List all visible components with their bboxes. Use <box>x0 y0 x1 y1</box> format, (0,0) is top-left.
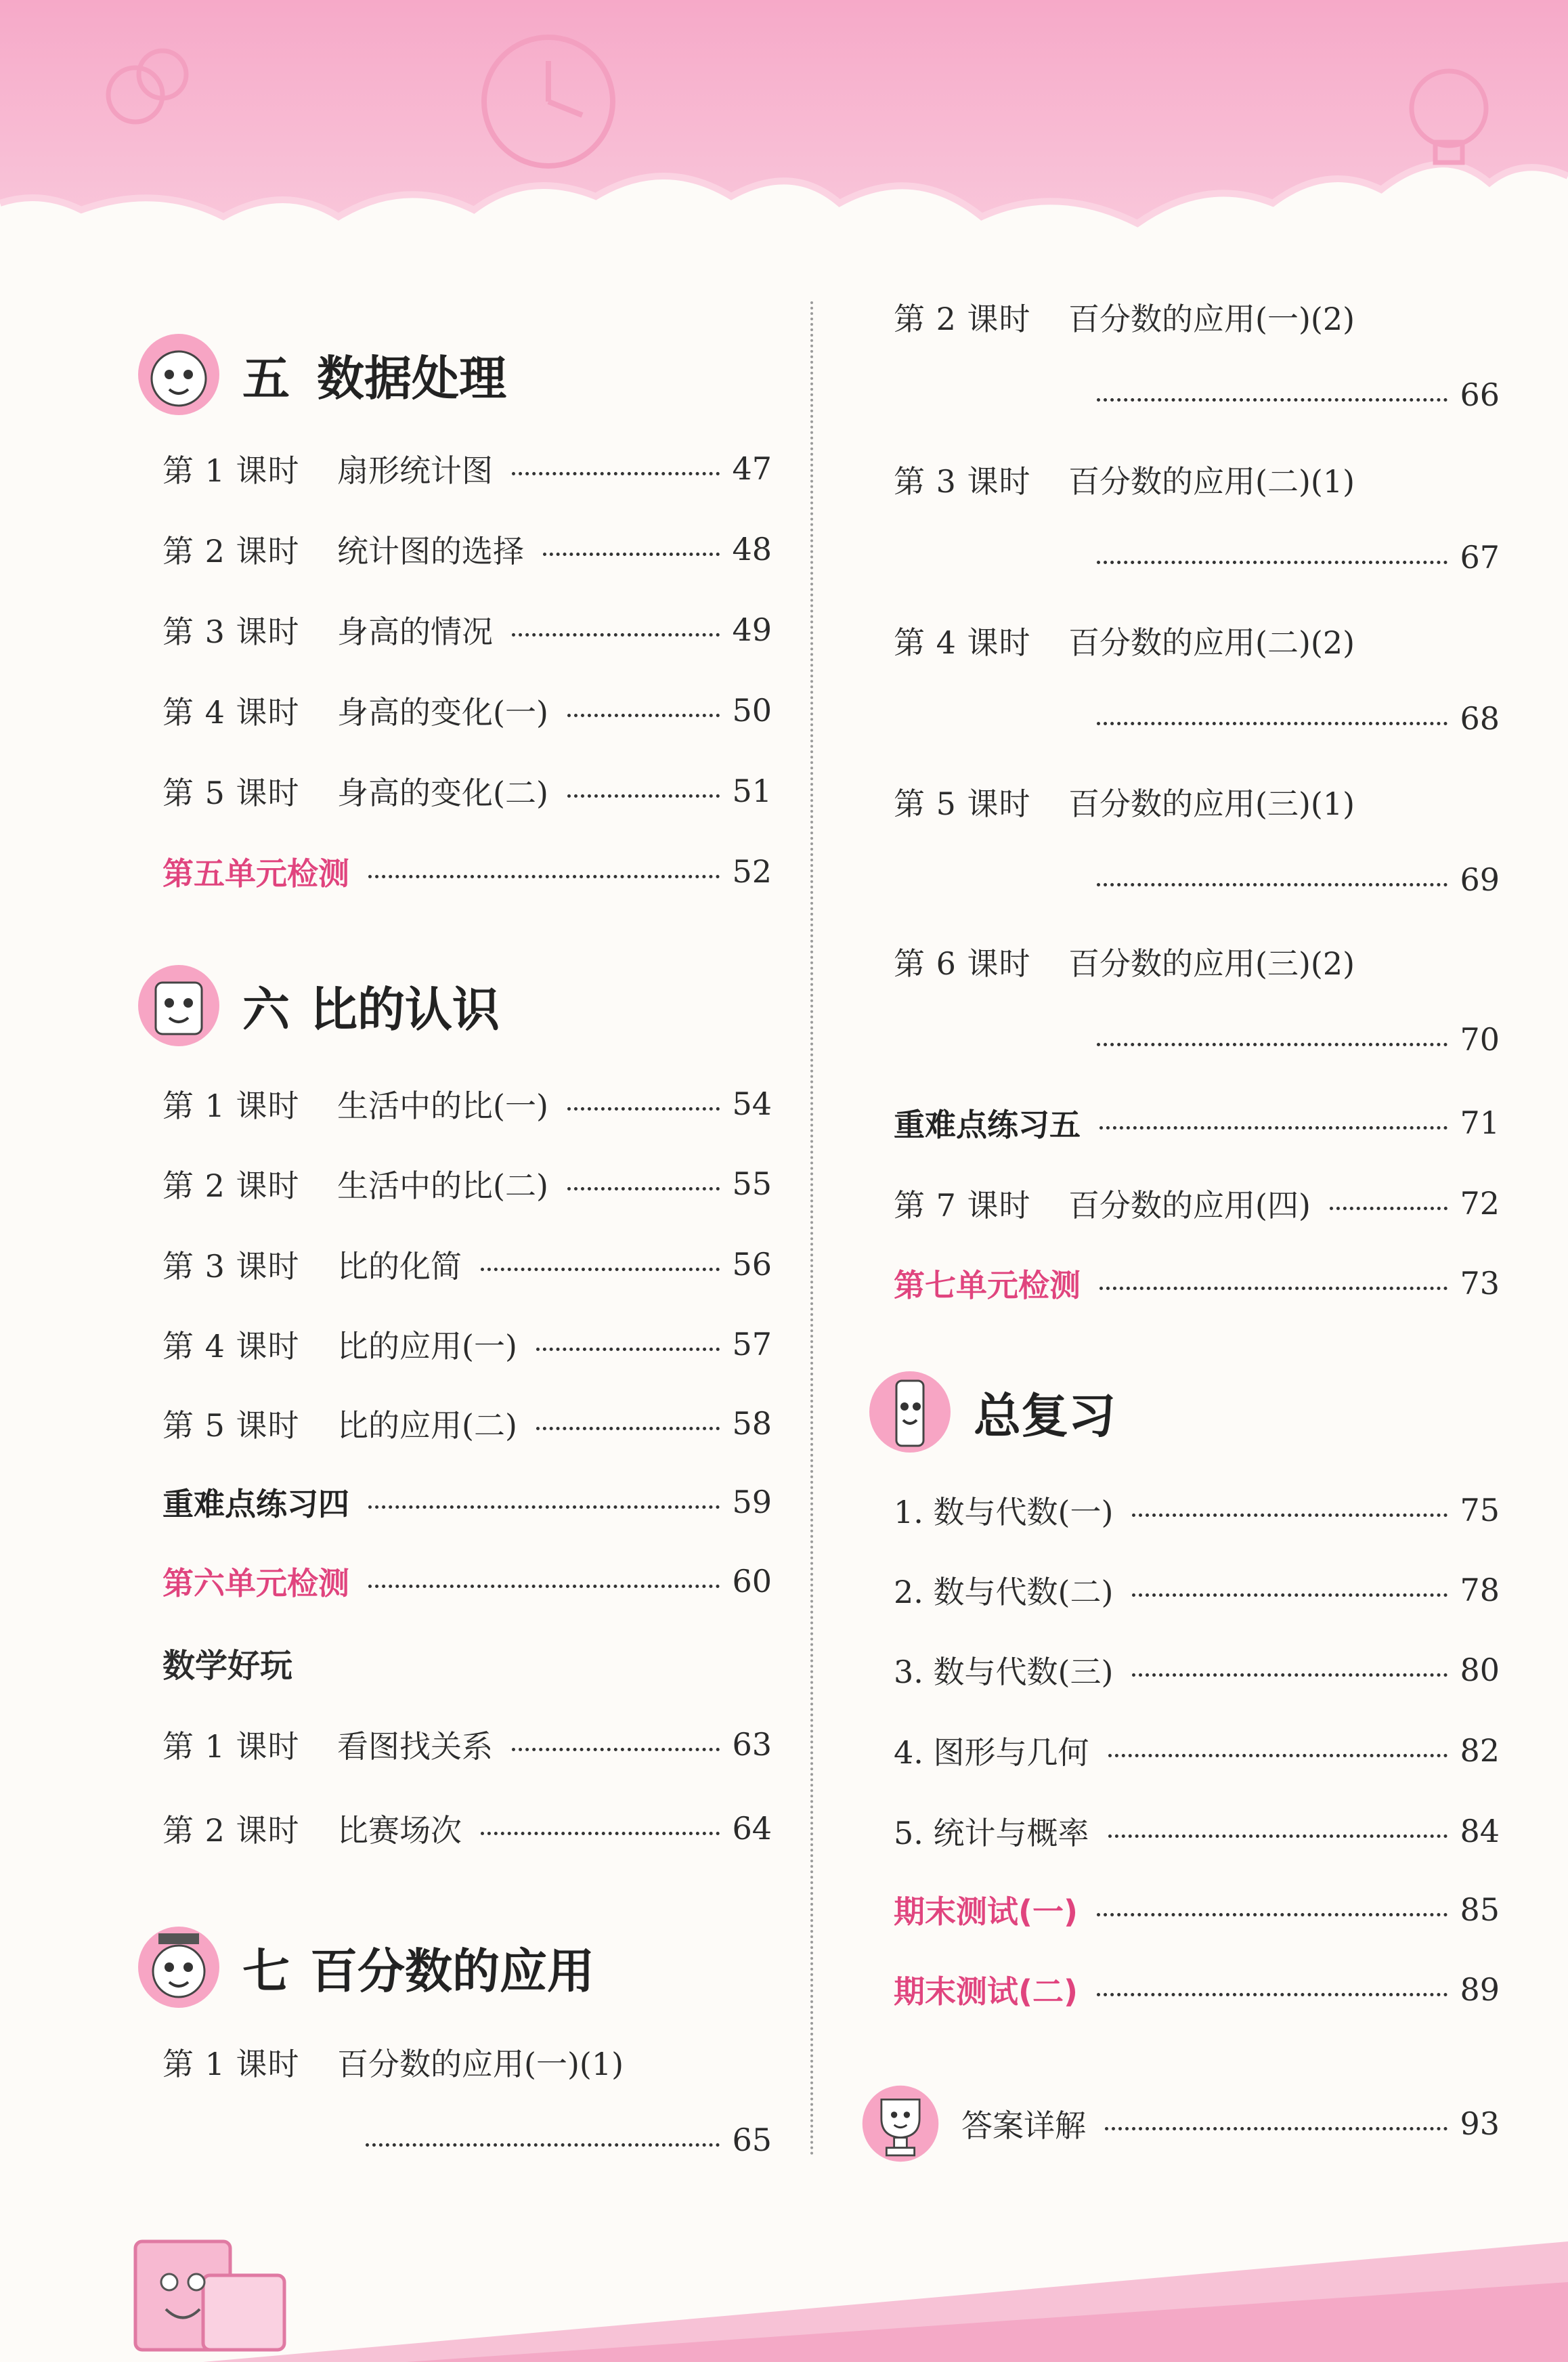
review-item-title: 2. 数与代数(二) <box>894 1574 1114 1610</box>
lesson-title: 看图找关系 <box>337 1728 493 1765</box>
dot-leader <box>368 1585 720 1588</box>
exam-entry[interactable] <box>894 1962 1500 2017</box>
lesson-title: 百分数的应用(四) <box>1068 1187 1311 1224</box>
lesson-number: 第 1 课时 <box>162 1088 300 1124</box>
mascot-icon <box>135 1924 222 2011</box>
toc-entry[interactable] <box>894 607 1500 769</box>
dot-leader <box>481 1832 720 1835</box>
page-number: 49 <box>732 611 772 648</box>
toc-entry[interactable] <box>162 683 772 737</box>
lesson-number: 第 2 课时 <box>894 301 1031 337</box>
page-number: 70 <box>1460 1021 1500 1058</box>
review-entry[interactable] <box>894 1804 1500 1858</box>
page-number: 73 <box>1460 1265 1500 1302</box>
lesson-number: 第 3 课时 <box>894 463 1031 500</box>
dot-leader <box>567 1187 720 1190</box>
page-number: 67 <box>1460 539 1500 576</box>
page-number: 78 <box>1460 1572 1500 1608</box>
practice-entry[interactable] <box>162 1475 772 1529</box>
practice-title: 重难点练习五 <box>894 1107 1081 1143</box>
toc-entry[interactable] <box>894 283 1500 446</box>
page-number: 48 <box>732 531 772 567</box>
dot-leader <box>368 1505 720 1509</box>
review-item-title: 3. 数与代数(三) <box>894 1654 1114 1690</box>
page-number: 89 <box>1460 1971 1500 2008</box>
lesson-number: 第 5 课时 <box>162 1407 300 1444</box>
dot-leader <box>567 1107 720 1111</box>
page-number: 50 <box>732 692 772 729</box>
lesson-title: 扇形统计图 <box>337 452 493 489</box>
toc-entry[interactable] <box>894 928 1500 1090</box>
page-number: 55 <box>732 1165 772 1202</box>
page-number: 85 <box>1460 1891 1500 1928</box>
top-decorative-banner <box>0 0 1568 257</box>
unit-test-entry[interactable] <box>162 1554 772 1608</box>
toc-entry[interactable] <box>162 603 772 657</box>
review-entry[interactable] <box>894 1723 1500 1778</box>
dot-leader <box>1097 722 1447 725</box>
lesson-title: 生活中的比(二) <box>337 1167 548 1204</box>
lesson-title: 比的化简 <box>337 1248 462 1285</box>
page-number: 82 <box>1460 1732 1500 1769</box>
lesson-number: 第 4 课时 <box>894 624 1031 661</box>
review-title: 总复习 <box>974 1388 1116 1444</box>
page-number: 51 <box>732 773 772 809</box>
unit-heading <box>135 955 500 1056</box>
dot-leader <box>1132 1513 1447 1517</box>
dot-leader <box>512 472 720 475</box>
lesson-title: 身高的变化(一) <box>337 694 548 731</box>
lesson-title: 百分数的应用(二)(1) <box>1068 463 1355 500</box>
review-item-title: 1. 数与代数(一) <box>894 1494 1114 1530</box>
column-divider <box>810 301 813 2157</box>
dot-leader <box>366 2143 720 2147</box>
practice-title: 重难点练习四 <box>162 1486 349 1522</box>
dot-leader <box>1097 1043 1447 1046</box>
lesson-title: 比赛场次 <box>337 1812 462 1849</box>
toc-entry[interactable] <box>162 1317 772 1371</box>
dot-leader <box>1097 1913 1447 1916</box>
answers-entry[interactable] <box>860 2097 1500 2151</box>
lesson-number: 第 3 课时 <box>162 614 300 650</box>
unit-test-entry[interactable] <box>162 844 772 899</box>
page-number: 69 <box>1460 861 1500 898</box>
exam-title: 期末测试(二) <box>894 1973 1079 2010</box>
lesson-number: 第 1 课时 <box>162 2046 300 2082</box>
dot-leader <box>1097 1993 1447 1996</box>
dot-leader <box>567 794 720 798</box>
dot-leader <box>543 553 720 556</box>
toc-entry[interactable] <box>162 1396 772 1451</box>
lesson-number: 第 4 课时 <box>162 1328 300 1365</box>
lesson-title: 比的应用(二) <box>337 1407 517 1444</box>
toc-entry[interactable] <box>162 1717 772 1772</box>
review-entry[interactable] <box>894 1643 1500 1697</box>
lesson-title: 身高的变化(二) <box>337 775 548 811</box>
unit-test-entry[interactable] <box>894 1256 1500 1310</box>
page-number: 52 <box>732 853 772 890</box>
lesson-title: 百分数的应用(三)(2) <box>1068 945 1355 982</box>
unit-number: 五 <box>242 350 290 406</box>
page-number: 72 <box>1460 1185 1500 1222</box>
unit-heading <box>135 324 506 425</box>
unit-number: 七 <box>242 1943 290 1999</box>
page-number: 75 <box>1460 1492 1500 1528</box>
dot-leader <box>1330 1207 1448 1210</box>
dot-leader <box>536 1427 720 1430</box>
lesson-number: 第 3 课时 <box>162 1248 300 1285</box>
mascot-icon <box>135 331 222 418</box>
page-number: 65 <box>732 2122 772 2158</box>
dot-leader <box>512 633 720 637</box>
dot-leader <box>1099 1287 1447 1290</box>
page-number: 71 <box>1460 1104 1500 1141</box>
dot-leader <box>1099 1126 1447 1130</box>
lesson-number: 第 1 课时 <box>162 1728 300 1765</box>
toc-entry[interactable] <box>894 768 1500 930</box>
unit-number: 六 <box>242 981 290 1037</box>
unit-title: 百分数的应用 <box>310 1943 594 1999</box>
page-number: 63 <box>732 1726 772 1763</box>
page-number: 60 <box>732 1563 772 1599</box>
dot-leader <box>1108 1834 1448 1838</box>
toc-entry[interactable] <box>894 1176 1500 1230</box>
lesson-number: 第 6 课时 <box>894 945 1031 982</box>
lesson-number: 第 1 课时 <box>162 452 300 489</box>
review-item-title: 5. 统计与概率 <box>894 1815 1089 1851</box>
lesson-title: 比的应用(一) <box>337 1328 517 1365</box>
unit-test-title: 第五单元检测 <box>162 855 349 892</box>
dot-leader <box>368 875 720 878</box>
toc-entry[interactable] <box>162 442 772 496</box>
trophy-mascot-icon <box>860 2083 941 2164</box>
unit-test-title: 第七单元检测 <box>894 1267 1081 1304</box>
review-item-title: 4. 图形与几何 <box>894 1734 1089 1771</box>
review-heading <box>867 1361 1116 1463</box>
toc-entry[interactable] <box>162 764 772 818</box>
practice-entry[interactable] <box>894 1096 1500 1150</box>
dot-leader <box>512 1748 720 1751</box>
unit-title: 数据处理 <box>317 350 506 406</box>
lesson-title: 身高的情况 <box>337 614 493 650</box>
lesson-number: 第 2 课时 <box>162 533 300 570</box>
page-number: 47 <box>732 450 772 487</box>
toc-entry[interactable] <box>894 446 1500 608</box>
page-number: 66 <box>1460 377 1500 413</box>
mascot-icon <box>135 962 222 1049</box>
dot-leader <box>1097 561 1447 564</box>
bottom-decorative-banner <box>0 2201 1568 2362</box>
lesson-number: 第 5 课时 <box>162 775 300 811</box>
toc-entry[interactable] <box>162 522 772 576</box>
page-number: 54 <box>732 1086 772 1122</box>
mascot-icon <box>867 1369 953 1455</box>
dot-leader <box>1097 883 1447 886</box>
dot-leader <box>1108 1754 1448 1757</box>
dot-leader <box>567 714 720 717</box>
unit-title: 比的认识 <box>310 981 500 1037</box>
section-heading: 数学好玩 <box>162 1646 293 1685</box>
exam-title: 期末测试(一) <box>894 1893 1079 1930</box>
toc-entry[interactable] <box>162 1157 772 1211</box>
page-number: 56 <box>732 1246 772 1283</box>
review-entry[interactable] <box>894 1563 1500 1617</box>
page-number: 80 <box>1460 1652 1500 1688</box>
dot-leader <box>1105 2127 1447 2130</box>
toc-entry[interactable] <box>162 1801 772 1855</box>
lesson-title: 百分数的应用(二)(2) <box>1068 624 1355 661</box>
page-number: 68 <box>1460 700 1500 737</box>
page-number: 84 <box>1460 1813 1500 1849</box>
dot-leader <box>1097 398 1447 402</box>
lesson-title: 生活中的比(一) <box>337 1088 548 1124</box>
toc-entry[interactable] <box>162 1077 772 1131</box>
review-entry[interactable] <box>894 1483 1500 1537</box>
dot-leader <box>1132 1593 1447 1597</box>
dot-leader <box>536 1348 720 1351</box>
toc-entry[interactable] <box>162 2028 772 2191</box>
unit-heading <box>135 1916 594 2018</box>
lesson-number: 第 2 课时 <box>162 1167 300 1204</box>
page-number: 64 <box>732 1810 772 1847</box>
page-number: 93 <box>1460 2105 1500 2142</box>
unit-test-title: 第六单元检测 <box>162 1565 349 1602</box>
lesson-number: 第 2 课时 <box>162 1812 300 1849</box>
lesson-title: 百分数的应用(一)(1) <box>337 2046 624 2082</box>
page-number: 57 <box>732 1326 772 1362</box>
page-number: 59 <box>732 1484 772 1520</box>
page-number: 58 <box>732 1405 772 1442</box>
lesson-title: 统计图的选择 <box>337 533 524 570</box>
lesson-title: 百分数的应用(三)(1) <box>1068 786 1355 822</box>
exam-entry[interactable] <box>894 1883 1500 1937</box>
toc-entry[interactable] <box>162 1237 772 1291</box>
lesson-number: 第 7 课时 <box>894 1187 1031 1224</box>
dot-leader <box>481 1268 720 1271</box>
lesson-number: 第 5 课时 <box>894 786 1031 822</box>
dot-leader <box>1132 1673 1447 1677</box>
lesson-title: 百分数的应用(一)(2) <box>1068 301 1355 337</box>
lesson-number: 第 4 课时 <box>162 694 300 731</box>
answers-title: 答案详解 <box>961 2107 1086 2144</box>
